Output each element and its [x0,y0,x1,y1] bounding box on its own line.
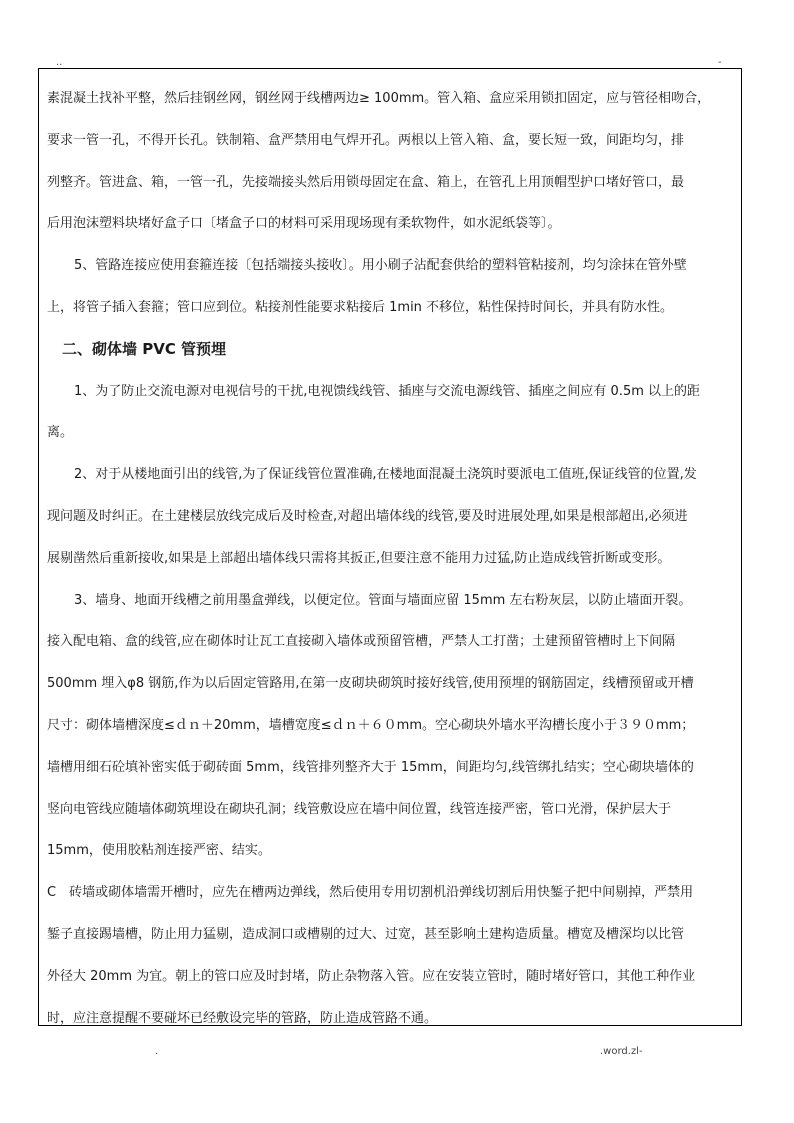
text-line: 展剔凿然后重新接收,如果是上部超出墙体线只需将其扳正,但要注意不能用力过猛,防止造成线管折断或变形。 [47,550,671,566]
document-body [47,78,737,1039]
text-line: 尺寸：砌体墙槽深度≤ｄｎ＋20mm，墙槽宽度≤ｄｎ＋６０mm。空心砌块外墙水平沟槽长度小于３９０mm； [47,717,695,733]
text-line: C 砖墙或砌体墙需开槽时，应先在槽两边弹线，然后使用专用切割机沿弹线切割后用快錾子把中间剔掉，严禁用 [47,885,694,901]
text-line: 后用泡沫塑料块堵好盒子口〔堵盒子口的材料可采用现场现有柔软物件，如水泥纸袋等〕。 [47,216,561,232]
text-line: 500mm 埋入φ8 钢筋,作为以后固定管路用,在第一皮砌块砌筑时接好线管,使用预埋的钢筋固定，线槽预留或开槽 [47,676,694,692]
text-line: 列整齐。管进盒、箱，一管一孔，先接端接头然后用锁母固定在盒、箱上，在管孔上用顶帽型护口堵好管口，最 [47,174,685,190]
text-line: 3、墙身、地面开线槽之前用墨盒弹线，以便定位。管面与墙面应留 15mm 左右粉灰层，以防止墙面开裂。 [74,592,692,608]
text-line: 素混凝土找补平整，然后挂钢丝网，钢丝网于线槽两边≥ 100mm。管入箱、盒应采用锁扣固定，应与管径相吻合， [47,91,711,106]
text-line: 外径大 20mm 为宜。朝上的管口应及时封堵，防止杂物落入管。应在安装立管时，随时堵好管口，其他工种作业 [47,968,696,984]
text-line: 15mm，使用胶粘剂连接严密、结实。 [47,843,271,859]
text-line: 离。 [47,425,74,441]
footer-mark-right: .word.zl- [600,1046,643,1057]
text-line: 接入配电箱、盒的线管,应在砌体时让瓦工直接砌入墙体或预留管槽，严禁人工打凿；土建预留管槽时上下间隔 [47,634,676,650]
text-line: 竖向电管线应随墙体砌筑埋设在砌块孔洞；线管敷设应在墙中间位置，线管连接严密，管口光滑，保护层大于 [47,801,672,817]
header-mark-right: - [718,57,722,68]
text-line: 2、对于从楼地面引出的线管,为了保证线管位置准确,在楼地面混凝土浇筑时要派电工值班,保证线管的位置,发 [74,467,697,483]
text-line: 錾子直接踢墙槽，防止用力猛剔，造成洞口或槽剔的过大、过宽，甚至影响土建构造质量。槽宽及槽深均以比管 [47,926,685,942]
document-frame [38,68,742,1026]
footer-mark-left: . [155,1046,159,1057]
text-line: 要求一管一孔，不得开长孔。铁制箱、盒严禁用电气焊开孔。两根以上管入箱、盒，要长短一致，间距均匀，排 [47,132,685,148]
section-heading: 二、砌体墙 PVC 管预埋 [62,339,227,358]
text-line: 上，将管子插入套箍；管口应到位。粘接剂性能要求粘接后 1min 不移位，粘性保持时间长，并具有防水性。 [47,299,674,315]
header-mark-left: .. [56,57,63,68]
text-line: 1、为了防止交流电源对电视信号的干扰,电视馈线线管、插座与交流电源线管、插座之间应有 0.5m 以上的距 [74,383,701,399]
text-line: 时，应注意提醒不要碰坏已经敷设完毕的管路，防止造成管路不通。 [47,1010,438,1026]
text-line: 现问题及时纠正。在土建楼层放线完成后及时检查,对超出墙体线的线管,要及时进展处理,如果是根部超出,必须进 [47,508,688,524]
text-line: 5、管路连接应使用套箍连接〔包括端接头接收〕。用小刷子沾配套供给的塑料管粘接剂，均匀涂抹在管外壁 [74,258,687,274]
text-line: 墙槽用细石砼填补密实低于砌砖面 5mm，线管排列整齐大于 15mm，间距均匀,线管绑扎结实；空心砌块墙体的 [47,759,694,775]
